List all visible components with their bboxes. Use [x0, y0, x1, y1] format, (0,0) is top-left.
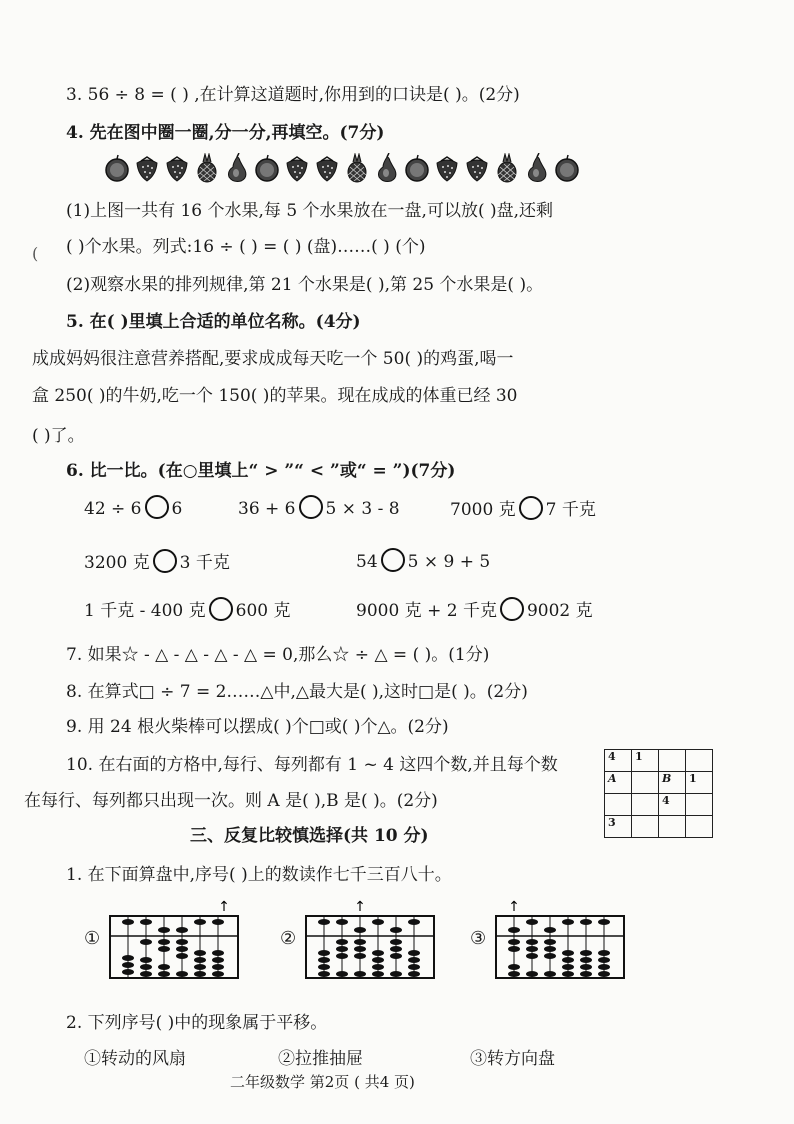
- compare-item: 42 ÷ 6 6: [84, 495, 182, 519]
- margin-mark: (: [32, 244, 39, 263]
- compare-item: 1 千克 - 400 克 600 克: [84, 596, 290, 621]
- q6-title: 6. 比一比。(在○里填上“ > ”“ < ”或“ = ”)(7分): [66, 461, 456, 481]
- pineapple-icon: [344, 153, 370, 188]
- compare-circle[interactable]: [153, 549, 177, 573]
- pear-icon: [374, 153, 400, 188]
- pineapple-icon: [194, 153, 220, 188]
- q4-1-line-b: ( )个水果。列式:16 ÷ ( ) = ( ) (盘)……( ) (个): [66, 237, 426, 257]
- q4-2-line: (2)观察水果的排列规律,第 21 个水果是( ),第 25 个水果是( )。: [66, 275, 544, 295]
- compare-item: 54 5 × 9 + 5: [356, 548, 490, 572]
- q3-line: 3. 56 ÷ 8 = ( ) ,在计算这道题时,你用到的口诀是( )。(2分): [66, 85, 520, 105]
- abacus-drawing: [492, 898, 632, 980]
- pineapple-icon: [494, 153, 520, 188]
- compare-item: 9000 克 + 2 千克 9002 克: [356, 596, 593, 621]
- pear-icon: [224, 153, 250, 188]
- pear-icon: [524, 153, 550, 188]
- s1-line: 1. 在下面算盘中,序号( )上的数读作七千三百八十。: [66, 865, 452, 885]
- q5-line-b: 盒 250( )的牛奶,吃一个 150( )的苹果。现在成成的体重已经 30: [32, 386, 518, 406]
- strawberry-icon: [164, 153, 190, 188]
- q5-line-a: 成成妈妈很注意营养搭配,要求成成每天吃一个 50( )的鸡蛋,喝一: [32, 349, 514, 369]
- option-3: ③转方向盘: [470, 1049, 555, 1069]
- q7-line: 7. 如果☆ - △ - △ - △ - △ = 0,那么☆ ÷ △ = ( )。(1分): [66, 645, 490, 665]
- strawberry-icon: [284, 153, 310, 188]
- strawberry-icon: [134, 153, 160, 188]
- abacus-label: ③: [470, 928, 487, 949]
- s2-line: 2. 下列序号( )中的现象属于平移。: [66, 1013, 328, 1033]
- compare-circle[interactable]: [381, 548, 405, 572]
- compare-circle[interactable]: [519, 496, 543, 520]
- page-footer: 二年级数学 第2页 ( 共4 页): [230, 1073, 415, 1091]
- option-2: ②拉推抽屉: [278, 1049, 363, 1069]
- abacus-drawing: [302, 898, 442, 980]
- compare-circle[interactable]: [145, 495, 169, 519]
- q5-title: 5. 在( )里填上合适的单位名称。(4分): [66, 312, 361, 332]
- q9-line: 9. 用 24 根火柴棒可以摆成( )个□或( )个△。(2分): [66, 717, 449, 737]
- compare-item: 36 + 6 5 × 3 - 8: [238, 495, 400, 519]
- q4-1-line-a: (1)上图一共有 16 个水果,每 5 个水果放在一盘,可以放( )盘,还剩: [66, 201, 554, 221]
- q4-title: 4. 先在图中圈一圈,分一分,再填空。(7分): [66, 123, 385, 143]
- compare-item: 7000 克 7 千克: [450, 495, 596, 520]
- compare-circle[interactable]: [500, 597, 524, 621]
- latin-square-grid: 4 1 A B 1 4 3: [604, 749, 713, 838]
- strawberry-icon: [464, 153, 490, 188]
- apple-icon: [404, 153, 430, 188]
- option-1: ①转动的风扇: [84, 1049, 186, 1069]
- strawberry-icon: [434, 153, 460, 188]
- q5-line-c: ( )了。: [32, 426, 85, 446]
- compare-circle[interactable]: [299, 495, 323, 519]
- svg-text:↑: ↑: [218, 899, 230, 915]
- strawberry-icon: [314, 153, 340, 188]
- abacus-label: ①: [84, 928, 101, 949]
- apple-icon: [104, 153, 130, 188]
- q8-line: 8. 在算式□ ÷ 7 = 2……△中,△最大是( ),这时□是( )。(2分): [66, 682, 528, 702]
- svg-text:↑: ↑: [508, 899, 520, 915]
- abacus-drawing: [106, 898, 246, 980]
- q10-line-a: 10. 在右面的方格中,每行、每列都有 1 ~ 4 这四个数,并且每个数: [66, 755, 558, 775]
- abacus-label: ②: [280, 928, 297, 949]
- section-3-title: 三、反复比较慎选择(共 10 分): [190, 826, 429, 846]
- compare-circle[interactable]: [209, 597, 233, 621]
- apple-icon: [254, 153, 280, 188]
- compare-item: 3200 克 3 千克: [84, 548, 230, 573]
- q10-line-b: 在每行、每列都只出现一次。则 A 是( ),B 是( )。(2分): [24, 791, 438, 811]
- apple-icon: [554, 153, 580, 188]
- fruit-row: [104, 153, 580, 188]
- svg-text:↑: ↑: [354, 899, 366, 915]
